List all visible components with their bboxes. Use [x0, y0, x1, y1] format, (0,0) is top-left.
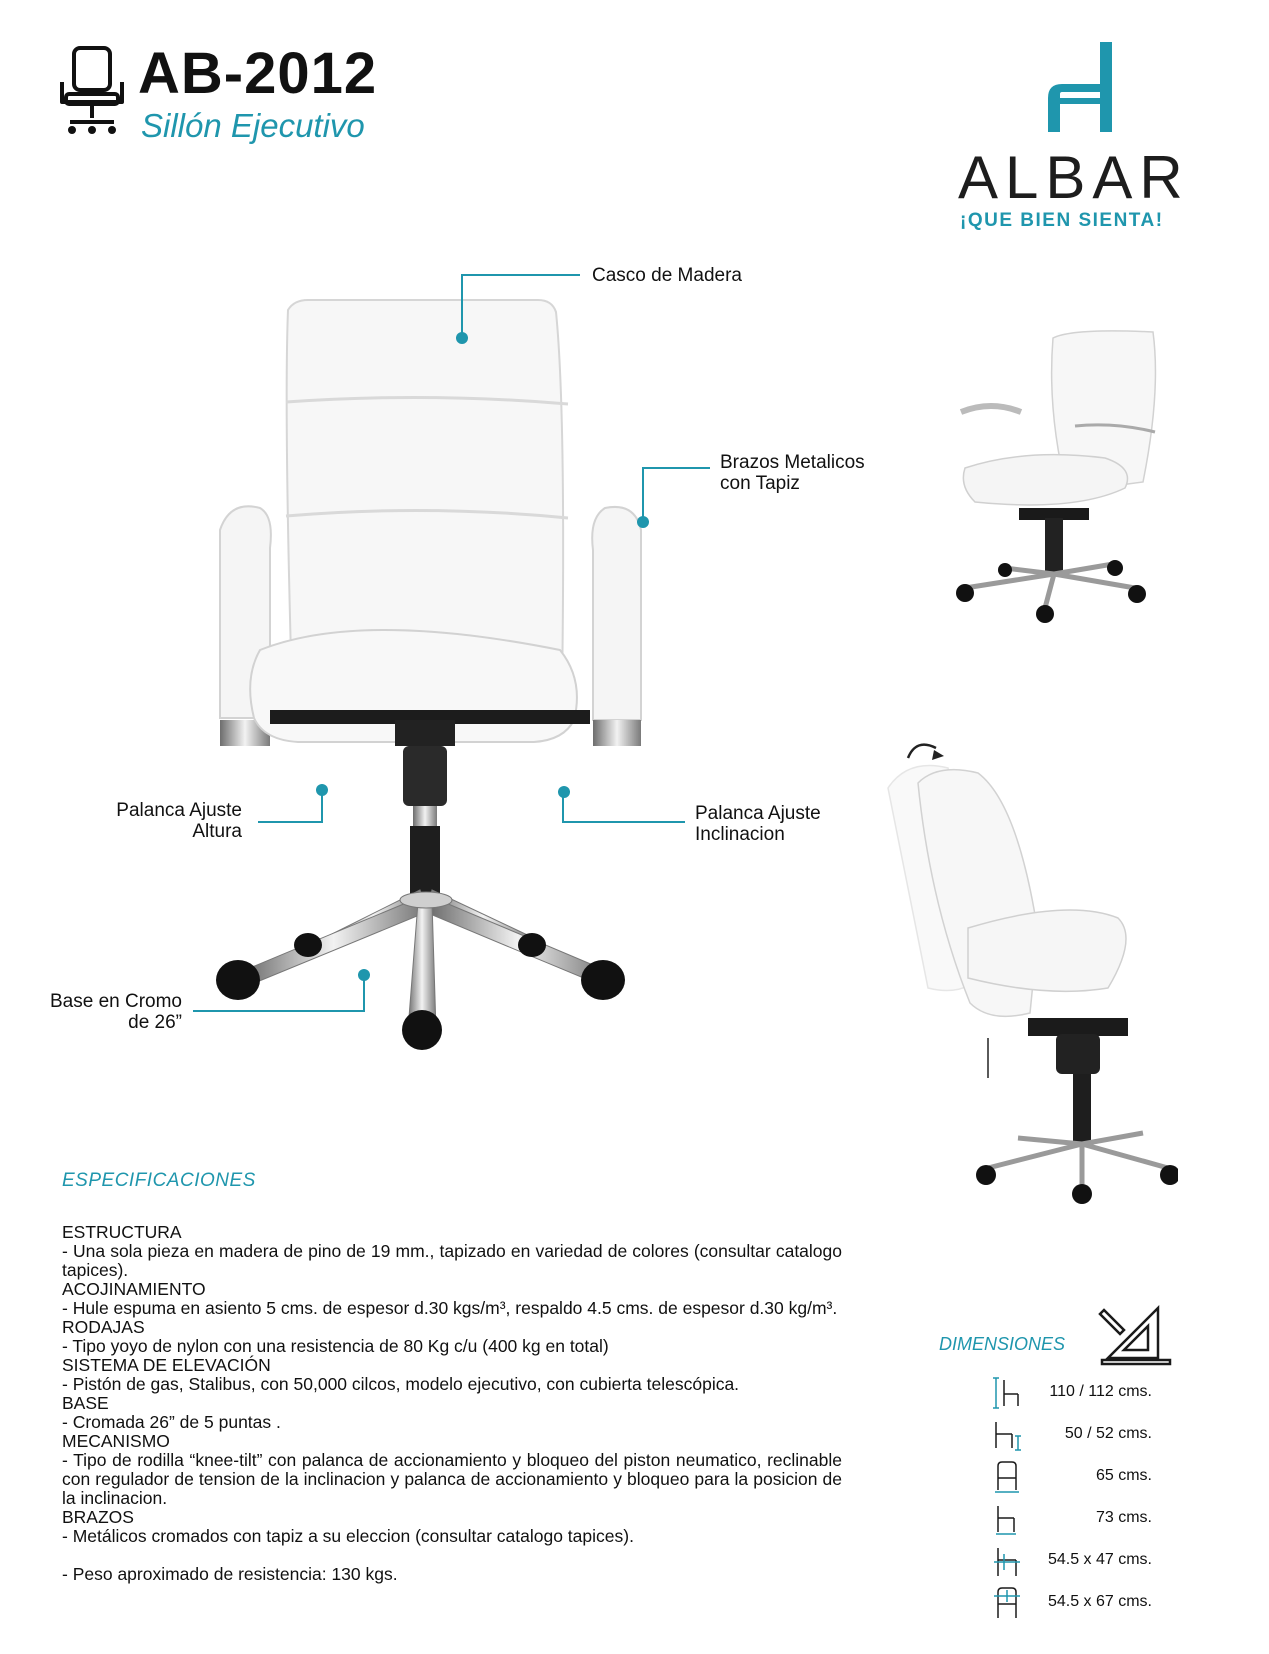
product-model: AB-2012 — [138, 41, 378, 106]
dimension-value: 65 cms. — [1095, 1467, 1152, 1484]
brand-slogan: ¡QUE BIEN SIENTA! — [960, 210, 1164, 231]
spec-head-acojinamiento: ACOJINAMIENTO — [62, 1279, 206, 1299]
dimensions-title: DIMENSIONES — [939, 1334, 1066, 1354]
depth-icon — [990, 1502, 1024, 1536]
spec-head-brazos: BRAZOS — [62, 1507, 134, 1527]
chair-angle-image — [945, 318, 1170, 626]
callout-inclinacion: Palanca Ajuste Inclinacion — [695, 803, 821, 845]
callout-base: Base en Cromo de 26” — [49, 991, 182, 1033]
seat-size-icon — [990, 1544, 1024, 1578]
dimension-value: 54.5 x 47 cms. — [1047, 1551, 1152, 1568]
spec-line: - Metálicos cromados con tapiz a su eleccion (consultar catalogo tapices). — [62, 1526, 634, 1546]
spec-line: - Pistón de gas, Stalibus, con 50,000 cilcos, modelo ejecutivo, con cubierta telescópica. — [62, 1374, 740, 1394]
dimension-value: 73 cms. — [1095, 1509, 1152, 1526]
dimension-value: 54.5 x 67 cms. — [1047, 1593, 1152, 1610]
dimension-row — [990, 1418, 1152, 1452]
spec-footer: - Peso aproximado de resistencia: 130 kgs. — [62, 1564, 398, 1584]
callout-altura: Palanca Ajuste Altura — [116, 800, 242, 842]
ruler-square-icon — [1098, 1300, 1174, 1370]
spec-gap — [62, 1546, 842, 1565]
spec-head-mecanismo: MECANISMO — [62, 1431, 170, 1451]
spec-line: - Cromada 26” de 5 puntas . — [62, 1412, 281, 1432]
specifications-title: ESPECIFICACIONES — [62, 1170, 256, 1191]
spec-head-estructura: ESTRUCTURA — [62, 1222, 182, 1242]
specifications-list — [62, 1223, 842, 1584]
spec-line: - Hule espuma en asiento 5 cms. de espesor d.30 kgs/m³, respaldo 4.5 cms. de espesor d.30 kg/m³. — [62, 1298, 838, 1318]
chair-side-recline-image — [878, 728, 1178, 1208]
spec-line: - Una sola pieza en madera de pino de 19 mm., tapizado en variedad de colores (consultar catalogo tapices). — [62, 1241, 842, 1280]
dimension-value: 110 / 112 cms. — [1049, 1383, 1152, 1400]
width-icon — [990, 1460, 1024, 1494]
dimension-row — [990, 1586, 1152, 1620]
dimension-value: 50 / 52 cms. — [1064, 1425, 1152, 1442]
brand-name: ALBAR — [958, 144, 1190, 211]
spec-line: - Tipo yoyo de nylon con una resistencia de 80 Kg c/u (400 kg en total) — [62, 1336, 609, 1356]
callout-brazos: Brazos Metalicos con Tapiz — [720, 452, 865, 494]
dimension-row — [990, 1544, 1152, 1578]
dimension-row — [990, 1376, 1152, 1410]
backrest-size-icon — [990, 1586, 1024, 1620]
spec-line: - Tipo de rodilla “knee-tilt” con palanca de accionamiento y bloqueo del piston neumatico, reclinable con regulador de tension de la inclinacion y palanca de accionamiento y bloqueo para la posicion de la inclinacion. — [62, 1450, 842, 1508]
product-subtitle: Sillón Ejecutivo — [141, 107, 365, 144]
seat-height-icon — [990, 1418, 1024, 1452]
dimension-row — [990, 1502, 1152, 1536]
spec-head-base: BASE — [62, 1393, 109, 1413]
dimension-row — [990, 1460, 1152, 1494]
total-height-icon — [990, 1376, 1024, 1410]
callout-casco: Casco de Madera — [592, 265, 742, 286]
spec-head-elevacion: SISTEMA DE ELEVACIÓN — [62, 1355, 271, 1375]
spec-head-rodajas: RODAJAS — [62, 1317, 145, 1337]
